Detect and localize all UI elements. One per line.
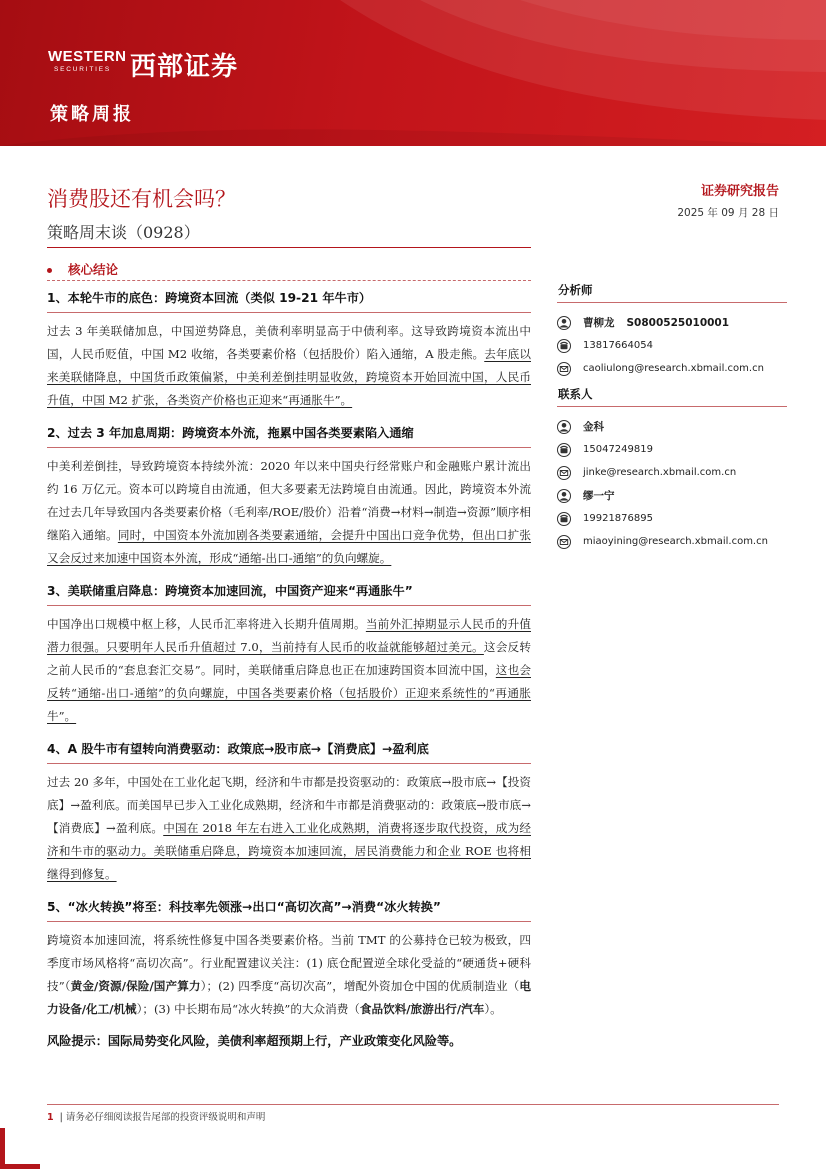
footer-note: 请务必仔细阅读报告尾部的投资评级说明和声明 (65, 1112, 266, 1123)
section-heading-4: 4、A 股牛市有望转向消费驱动：政策底→股市底→【消费底】→盈利底 (47, 739, 531, 764)
logo-wordmark: WESTERN (48, 48, 127, 65)
core-conclusion-label (47, 260, 118, 278)
section-paragraph-2: 中美利差倒挂，导致跨境资本持续外流：2020 年以来中国央行经常账户和金融账户累计流出约 16 万亿元。资本可以跨境自由流通，但大多要素无法跨境自由流通。因此，跨境资本外流在过去几年导致国内各类要素价格（毛利率/ROE/股价）沿着“消费→材料→制造→资源”顺序相继陷入通缩。同时，中国资本外流加剧各类要素通缩，会提升中国出口竞争优势，但出口扩张又会反过来加速中国资本外流，形成“通缩-出口-通缩”的负向螺旋。 (47, 459, 531, 565)
section-heading-2: 2、过去 3 年加息周期：跨境资本外流，拖累中国各类要素陷入通缩 (47, 423, 531, 448)
email-icon (557, 535, 571, 549)
section-paragraph-5: 跨境资本加速回流，将系统性修复中国各类要素价格。当前 TMT 的公募持仓已较为极致，四季度市场风格将“高切次高”。行业配置建议关注：(1) 底仓配置逆全球化受益的“硬通货+硬科技”（黄金/资源/保险/国产算力）；(2) 四季度“高切次高”，增配外资加仓中国的优质制造业（电力设备/化工/机械）；(3) 中长期布局“冰火转换”的大众消费（食品饮料/旅游出行/汽车）。 (47, 933, 531, 1016)
analyst-email-row (557, 357, 787, 380)
page-number: 1 (47, 1112, 54, 1123)
risk-warning: 风险提示：国际局势变化风险，美债利率超预期上行，产业政策变化风险等。 (47, 1034, 462, 1048)
section-heading-1: 1、本轮牛市的底色：跨境资本回流（类似 19-21 年牛市） (47, 288, 531, 313)
footer-divider (47, 1104, 779, 1105)
header-banner (0, 0, 826, 146)
emphasis-text: 当前外汇掉期显示人民币的升值潜力很强。只要明年人民币升值超过 7.0，当前持有人民币的收益就能够超过美元。 (47, 617, 531, 654)
section-paragraph-4: 过去 20 多年，中国处在工业化起飞期，经济和牛市都是投资驱动的：政策底→股市底→【投资底】→盈利底。而美国早已步入工业化成熟期，经济和牛市都是消费驱动的：政策底→股市底→【消费底】→盈利底。中国在 2018 年左右进入工业化成熟期，消费将逐步取代投资，成为经济和牛市的驱动力。美联储重启降息，跨境资本加速回流，居民消费能力和企业 ROE 也将相继得到修复。 (47, 775, 531, 881)
analyst-phone-row (557, 334, 787, 357)
contact-email[interactable]: jinke@research.xbmail.com.cn (583, 467, 737, 478)
analyst-email[interactable]: caoliulong@research.xbmail.com.cn (583, 363, 764, 374)
analyst-phone: 13817664054 (583, 340, 653, 351)
analyst-cert: S0800525010001 (626, 316, 730, 329)
contact-phone-row (557, 507, 787, 530)
phone-icon (557, 339, 571, 353)
analyst-label: 分析师 (557, 280, 787, 303)
emphasis-text: 去年底以来美联储降息，中国货币政策偏紧，中美利差倒挂明显收敛，跨境资本开始回流中国，人民币升值，中国 M2 扩张，各类资产价格也正迎来“再通胀牛”。 (47, 347, 531, 407)
report-category: 证券研究报告 (700, 184, 779, 199)
page-title: 消费股还有机会吗？ (47, 187, 236, 211)
core-label-text: 核心结论 (68, 262, 119, 277)
contact-email-row (557, 461, 787, 484)
contact-email-row (557, 530, 787, 553)
contact-name-row (557, 484, 787, 507)
person-icon (557, 489, 571, 503)
contact-name-row (557, 415, 787, 438)
footer (47, 1109, 265, 1123)
email-icon (557, 466, 571, 480)
phone-icon (557, 512, 571, 526)
emphasis-text: 这也会反转“通缩-出口-通缩”的负向螺旋，中国各类要素价格（包括股价）正迎来系统性的“再通胀牛”。 (47, 663, 531, 723)
person-icon (557, 316, 571, 330)
analyst-name-row (557, 311, 787, 334)
page-subtitle: 策略周末谈（0928） (47, 223, 200, 242)
analyst-sidebar (557, 280, 787, 553)
section-paragraph-1: 过去 3 年美联储加息，中国逆势降息，美债利率明显高于中债利率。这导致跨境资本流出中国，人民币贬值，中国 M2 收缩，各类要素价格（包括股价）陷入通缩，A 股走熊。去年底以来美联储降息，中国货币政策偏紧，中美利差倒挂明显收敛，跨境资本开始回流中国，人民币升值，中国 M2 扩张，各类资产价格也正迎来“再通胀牛”。 (47, 324, 531, 407)
contact-label: 联系人 (557, 384, 787, 407)
person-icon (557, 420, 571, 434)
analyst-name: 曹柳龙 (583, 317, 615, 329)
logo-chinese: 西部证券 (130, 52, 239, 82)
email-icon (557, 362, 571, 376)
corner-mark (0, 1164, 40, 1169)
contact-name: 缪一宁 (583, 490, 615, 502)
contact-phone-row (557, 438, 787, 461)
section-heading-5: 5、“冰火转换”将至：科技率先领涨→出口“高切次高”→消费“冰火转换” (47, 897, 531, 922)
section-paragraph-3: 中国净出口规模中枢上移，人民币汇率将进入长期升值周期。当前外汇掉期显示人民币的升值潜力很强。只要明年人民币升值超过 7.0，当前持有人民币的收益就能够超过美元。这会反转之前人民币的“套息套汇交易”。同时，美联储重启降息也正在加速跨国资本回流中国，这也会反转“通缩-出口-通缩”的负向螺旋，中国各类要素价格（包括股价）正迎来系统性的“再通胀牛”。 (47, 617, 531, 723)
corner-mark (0, 1128, 5, 1169)
emphasis-text: 中国在 2018 年左右进入工业化成熟期，消费将逐步取代投资，成为经济和牛市的驱动力。美联储重启降息，跨境资本加速回流，居民消费能力和企业 ROE 也将相继得到修复。 (47, 821, 531, 881)
main-content (47, 288, 531, 1049)
report-type: 策略周报 (50, 104, 134, 125)
section-heading-3: 3、美联储重启降息：跨境资本加速回流，中国资产迎来“再通胀牛” (47, 581, 531, 606)
core-divider (47, 280, 531, 281)
contact-phone: 15047249819 (583, 444, 653, 455)
contact-name: 金科 (583, 421, 604, 433)
emphasis-text: 同时，中国资本外流加剧各类要素通缩，会提升中国出口竞争优势，但出口扩张又会反过来加速中国资本外流，形成“通缩-出口-通缩”的负向螺旋。 (47, 528, 531, 565)
phone-icon (557, 443, 571, 457)
contact-phone: 19921876895 (583, 513, 653, 524)
contact-email[interactable]: miaoyining@research.xbmail.com.cn (583, 536, 768, 547)
logo-subtext: SECURITIES (54, 66, 112, 73)
report-date: 2025 年 09 月 28 日 (677, 207, 779, 219)
bullet-icon (47, 268, 52, 273)
title-divider (47, 247, 531, 248)
separator: | (59, 1112, 66, 1123)
